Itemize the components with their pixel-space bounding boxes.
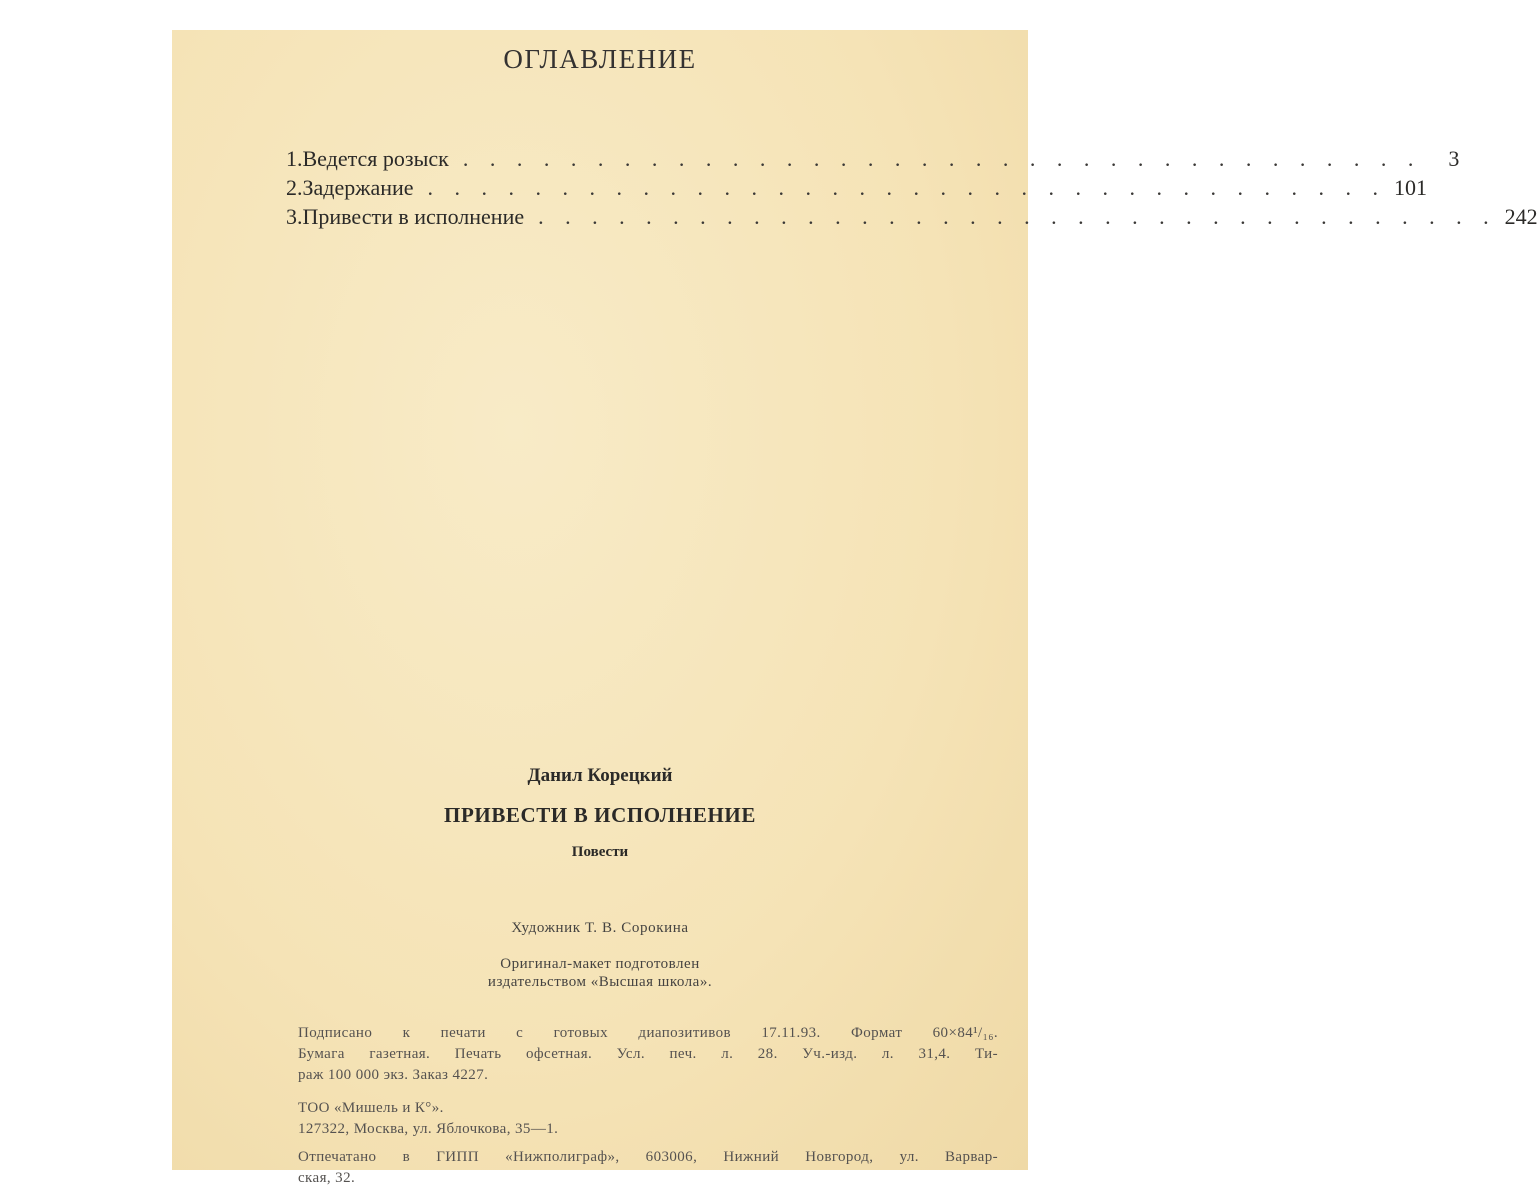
publisher-name: ТОО «Мишель и К°». <box>298 1100 444 1116</box>
toc-entry-page: 101 <box>1394 175 1428 200</box>
toc-entry <box>286 146 1460 175</box>
layout-credit-line-1: Оригинал-макет подготовлен <box>500 956 700 972</box>
toc-entry-number: 3. <box>286 204 303 229</box>
book-title: ПРИВЕСТИ В ИСПОЛНЕНИЕ <box>444 803 756 827</box>
toc-entry-number: 1. <box>286 146 303 171</box>
printer-details <box>298 1147 998 1189</box>
toc-entry <box>286 204 1538 233</box>
author-name: Данил Корецкий <box>527 765 673 786</box>
printer-line-2: ская, 32. <box>298 1170 356 1186</box>
publisher-address: 127322, Москва, ул. Яблочкова, 35—1. <box>298 1121 559 1137</box>
toc-entry-number: 2. <box>286 175 303 200</box>
toc-dot-leader: . . . . . . . . . . . . . . . . . . . . . . . . . . . . . . . . . . . . <box>538 204 1497 229</box>
artist-credit: Художник Т. В. Сорокина <box>511 920 689 936</box>
toc-entry-page: 242 <box>1504 204 1538 229</box>
book-page <box>172 30 1538 1186</box>
toc-entry-title: Привести в исполнение <box>302 204 525 229</box>
toc-dot-leader: . . . . . . . . . . . . . . . . . . . . . . . . . . . . . . . . . . . . <box>427 175 1387 200</box>
toc-heading: ОГЛАВЛЕНИЕ <box>503 44 697 74</box>
print-details-line-1: Подписано к печати с готовых диапозитивов 17.11.93. Формат 60×84¹/₁₆. <box>298 1025 998 1041</box>
print-details-line-3: раж 100 000 экз. Заказ 4227. <box>298 1067 489 1083</box>
layout-credit-line-2: издательством «Высшая школа». <box>487 974 713 990</box>
toc-entry-page: 3 <box>1448 146 1460 171</box>
book-genre: Повести <box>571 844 629 860</box>
toc-dot-leader: . . . . . . . . . . . . . . . . . . . . . . . . . . . . . . . . . . . . <box>462 146 1422 171</box>
print-details <box>298 1023 998 1086</box>
toc-entry-title: Ведется розыск <box>302 146 449 171</box>
toc-list <box>286 146 1538 233</box>
toc-entry <box>286 175 1428 204</box>
publisher-details <box>298 1098 998 1140</box>
toc-entry-title: Задержание <box>302 175 414 200</box>
printer-line-1: Отпечатано в ГИПП «Нижполиграф», 603006, Нижний Новгород, ул. Варвар- <box>298 1149 998 1165</box>
print-details-line-2: Бумага газетная. Печать офсетная. Усл. печ. л. 28. Уч.-изд. л. 31,4. Ти- <box>298 1046 998 1062</box>
